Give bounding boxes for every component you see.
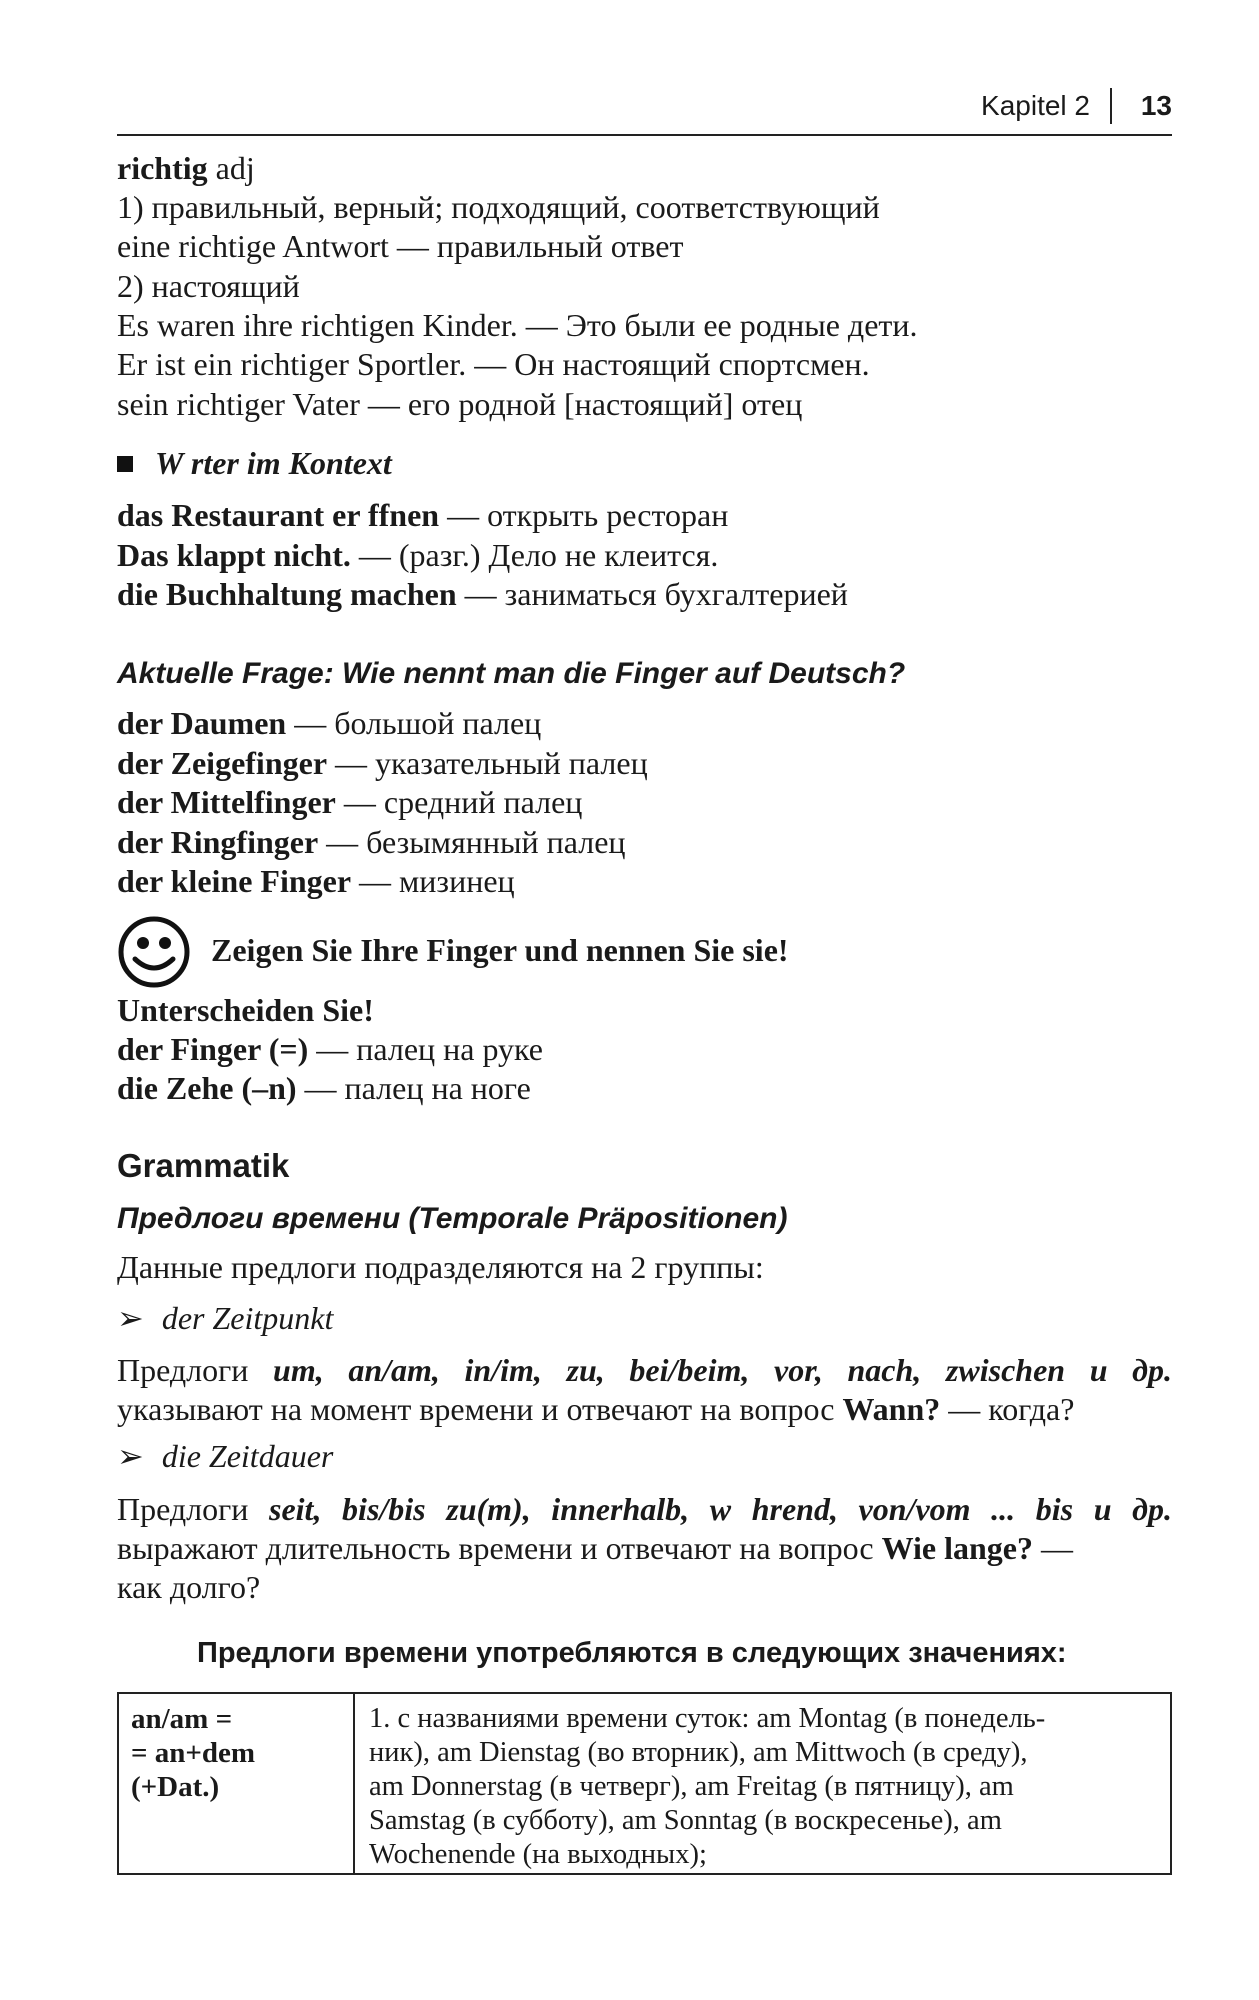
- entry-line: sein richtiger Vater — его родной [настоящий] отец: [117, 386, 803, 422]
- entry-line: eine richtige Antwort — правильный ответ: [117, 228, 684, 264]
- finger-item: der kleine Finger — мизинец: [117, 863, 515, 899]
- woerter-item: das Restaurant er ffnen — открыть ресторан: [117, 497, 729, 533]
- table-caption: Предлоги времени употребляются в следующих значениях:: [197, 1637, 1067, 1669]
- entry-word: richtig: [117, 150, 208, 186]
- woerter-item: die Buchhaltung machen — заниматься бухгалтерией: [117, 576, 848, 612]
- entry-line: Er ist ein richtiger Sportler. — Он настоящий спортсмен.: [117, 346, 870, 382]
- smiley-face-icon: [117, 915, 191, 989]
- grammatik-intro: Данные предлоги подразделяются на 2 группы:: [117, 1249, 764, 1285]
- group2-label: ➢ die Zeitdauer: [117, 1438, 334, 1474]
- entry-line: 1) правильный, верный; подходящий, соответствующий: [117, 189, 880, 225]
- finger-item: der Daumen — большой палец: [117, 705, 542, 741]
- group2-description: выражают длительность времени и отвечают на вопрос Wie lange? —: [117, 1530, 1073, 1566]
- finger-item: der Mittelfinger — средний палец: [117, 784, 583, 820]
- finger-item: der Ringfinger — безымянный палец: [117, 824, 626, 860]
- running-header: [117, 86, 1172, 136]
- frage-heading: Aktuelle Frage: Wie nennt man die Finger auf Deutsch?: [117, 657, 906, 690]
- table-column-divider: [353, 1694, 355, 1873]
- unterscheiden-heading: Unterscheiden Sie!: [117, 992, 374, 1028]
- table-cell-preposition: an/am = = an+dem (+Dat.): [131, 1703, 256, 1803]
- unterscheiden-item: der Finger (=) — палец на руке: [117, 1031, 543, 1067]
- entry-pos: adj: [215, 150, 255, 186]
- entry-headword-line: [117, 148, 255, 188]
- chapter-label: Kapitel 2: [981, 90, 1090, 121]
- page-number: 13: [1140, 90, 1172, 121]
- finger-task: Zeigen Sie Ihre Finger und nennen Sie sie!: [211, 932, 789, 968]
- group1-description: указывают на момент времени и отвечают на вопрос Wann? — когда?: [117, 1391, 1075, 1427]
- finger-item: der Zeigefinger — указательный палец: [117, 745, 648, 781]
- bullet-square-icon: [117, 456, 133, 472]
- group1-label: ➢ der Zeitpunkt: [117, 1300, 334, 1336]
- woerter-heading: W rter im Kontext: [117, 443, 392, 483]
- entry-line: Es waren ihre richtigen Kinder. — Это были ее родные дети.: [117, 307, 918, 343]
- group2-description-end: как долго?: [117, 1569, 261, 1605]
- entry-line: 2) настоящий: [117, 268, 300, 304]
- header-separator: [1110, 88, 1112, 124]
- woerter-item: Das klappt nicht. — (разг.) Дело не клеится.: [117, 537, 719, 573]
- group2-prepositions-line: Предлоги seit, bis/bis zu(m), innerhalb, w hrend, von/vom ... bis и др.: [117, 1491, 1172, 1527]
- prepositions-table: [117, 1692, 1172, 1875]
- table-cell-meaning: 1. с названиями времени суток: am Montag (в понедель- ник), am Dienstag (во вторник), am Mittwoch (в среду), am Donnerstag (в четверг), am Freitag (в пятницу), am Samstag (в субботу), am Sonntag (в воскресенье), am Wochenende (на выходных);: [369, 1703, 1046, 1870]
- grammatik-subheading: Предлоги времени (Temporale Präpositionen): [117, 1202, 788, 1235]
- arrow-bullet-icon: ➢: [117, 1438, 144, 1474]
- arrow-bullet-icon: ➢: [117, 1300, 144, 1336]
- grammatik-heading: Grammatik: [117, 1147, 290, 1184]
- group1-prepositions-line: Предлоги um, an/am, in/im, zu, bei/beim, vor, nach, zwischen и др.: [117, 1352, 1172, 1388]
- unterscheiden-item: die Zehe (–n) — палец на ноге: [117, 1070, 531, 1106]
